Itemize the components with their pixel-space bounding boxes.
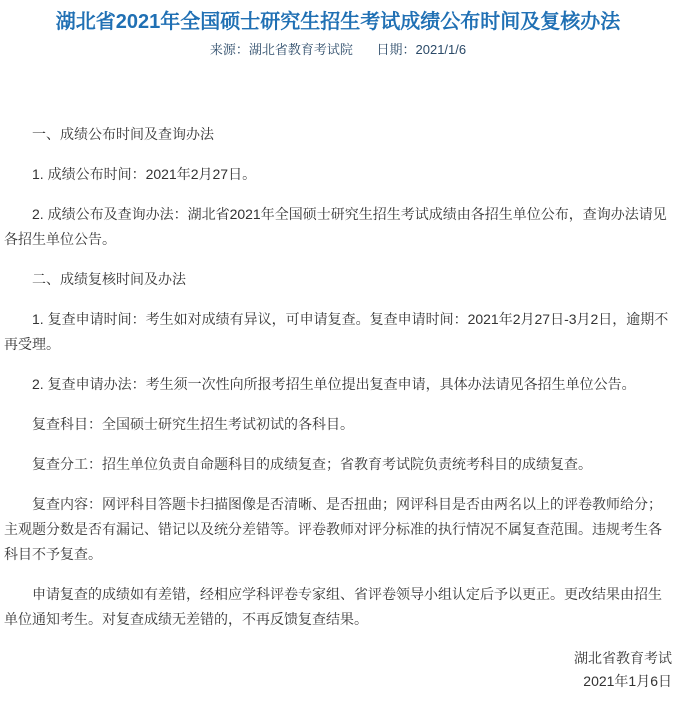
publish-date-label: 日期：2021/1/6 xyxy=(376,42,467,57)
body-paragraph: 复查分工：招生单位负责自命题科目的成绩复查；省教育考试院负责统考科目的成绩复查。 xyxy=(32,456,592,472)
page-title: 湖北省2021年全国硕士研究生招生考试成绩公布时间及复核办法 xyxy=(55,11,621,33)
article-body xyxy=(0,59,676,632)
body-paragraph: 复查内容：网评科目答题卡扫描图像是否清晰、是否扭曲；网评科目是否由两名以上的评卷教师给分；主观题分数是否有漏记、错记以及统分差错等。评卷教师对评分标准的执行情况不属复查范围。违规考生各科目不予复查。 xyxy=(4,496,662,562)
section-heading-1: 一、成绩公布时间及查询办法 xyxy=(32,126,214,142)
body-paragraph: 复查科目：全国硕士研究生招生考试初试的各科目。 xyxy=(32,416,354,432)
signature-block xyxy=(0,647,676,711)
signature-org: 湖北省教育考试 xyxy=(574,650,672,666)
source-label: 来源：湖北省教育考试院 xyxy=(209,42,353,57)
section-heading-2: 二、成绩复核时间及办法 xyxy=(32,271,186,287)
body-paragraph: 2. 成绩公布及查询办法：湖北省2021年全国硕士研究生招生考试成绩由各招生单位公布，查询办法请见各招生单位公告。 xyxy=(4,206,667,247)
body-paragraph: 1. 复查申请时间：考生如对成绩有异议，可申请复查。复查申请时间：2021年2月27日-3月2日，逾期不再受理。 xyxy=(4,311,669,352)
body-paragraph: 2. 复查申请办法：考生须一次性向所报考招生单位提出复查申请，具体办法请见各招生单位公告。 xyxy=(32,376,636,392)
body-paragraph: 申请复查的成绩如有差错，经相应学科评卷专家组、省评卷领导小组认定后予以更正。更改结果由招生单位通知考生。对复查成绩无差错的，不再反馈复查结果。 xyxy=(4,586,662,627)
meta-line xyxy=(0,41,676,59)
signature-date: 2021年1月6日 xyxy=(583,673,672,689)
body-paragraph: 1. 成绩公布时间：2021年2月27日。 xyxy=(32,166,257,182)
